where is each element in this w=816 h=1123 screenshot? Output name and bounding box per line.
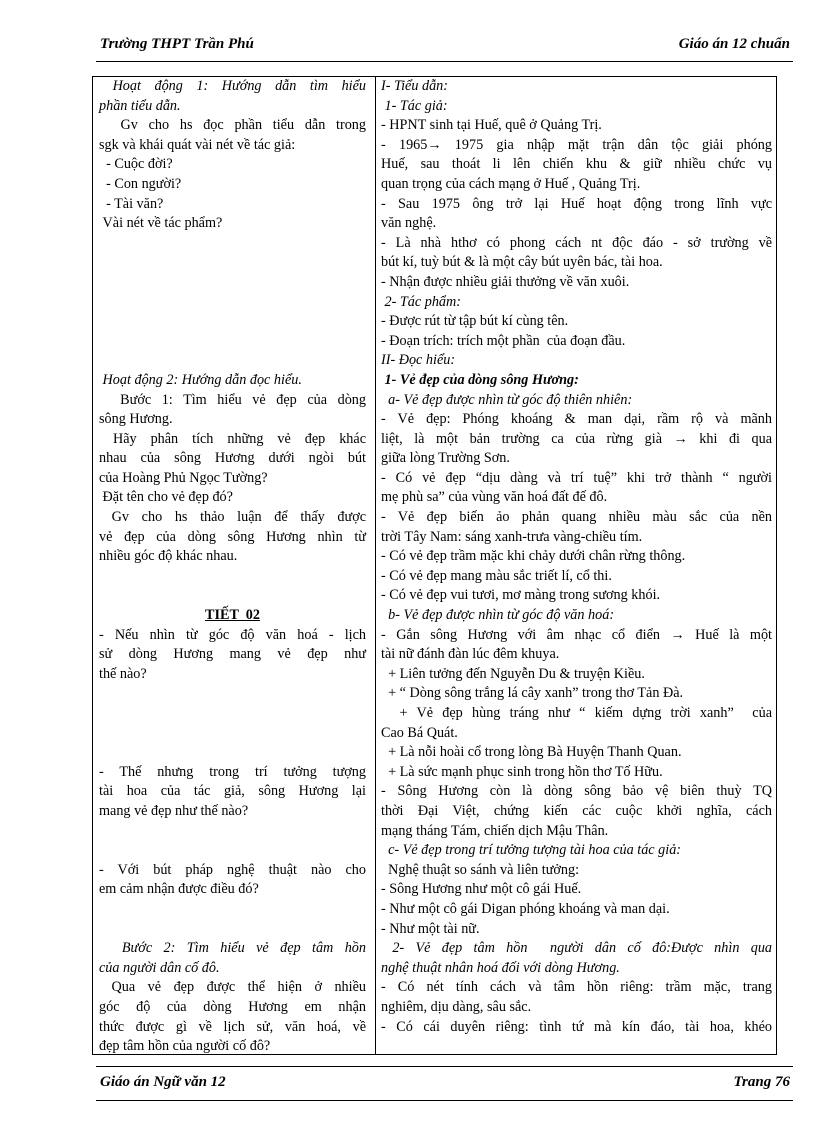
activity-line: [99, 273, 366, 293]
content-line: liệt, là một bản trường ca của rừng già → khi đi qua: [381, 430, 772, 447]
content-line: bút kí, tuỳ bút & là một cây bút uyên bác, tài hoa.: [381, 254, 663, 271]
content-line: - Có vẻ đẹp “dịu dàng và trí tuệ” khi trở thành “ người: [381, 469, 772, 486]
activity-line: [99, 293, 366, 313]
page-header: [100, 36, 790, 64]
activity-line: - Nếu nhìn từ góc độ văn hoá - lịch: [99, 626, 366, 643]
content-line: - Như một tài nữ.: [381, 920, 480, 937]
activity-line: [99, 704, 366, 724]
activity-line: tài hoa của tác giả, sông Hương lại: [99, 783, 366, 800]
content-line: - Sông Hương như một cô gái Huế.: [381, 881, 582, 898]
activity-line: [99, 567, 366, 587]
activity-line: Hãy phân tích những vẻ đẹp khác: [99, 430, 366, 447]
activity-line: [99, 351, 366, 371]
school-name: Trường THPT Trần Phú: [100, 36, 254, 52]
activity-line: Gv cho hs thảo luận để thấy được: [99, 509, 366, 526]
activity-line: nhau của sông Hương dưới ngòi bút: [99, 450, 366, 467]
activity-line: Hoạt động 1: Hướng dẫn tìm hiểu: [99, 78, 367, 94]
content-line: - Là nhà hthơ có phong cách nt độc đáo - sở trường về: [381, 234, 772, 251]
activity-line: của Hoàng Phủ Ngọc Tường?: [99, 469, 268, 486]
content-line: - HPNT sinh tại Huế, quê ở Quảng Trị.: [381, 117, 602, 134]
activity-line: [99, 253, 366, 273]
activity-line: phần tiểu dẫn.: [99, 97, 181, 114]
activity-line: thức được gì về lịch sử, văn hoá, về: [99, 1018, 366, 1035]
content-line: giữa lòng Trường Sơn.: [381, 450, 510, 467]
activity-line: Bước 2: Tìm hiểu vẻ đẹp tâm hồn: [99, 940, 366, 957]
activity-line: vẻ đẹp của dòng sông Hương nhìn từ: [99, 528, 366, 545]
content-line: - Sau 1975 ông trở lại Huế hoạt động trong lĩnh vực: [381, 195, 772, 212]
content-line: Cao Bá Quát.: [381, 724, 458, 741]
activity-line: Gv cho hs đọc phần tiểu dẫn trong: [99, 117, 366, 134]
content-line: - Đoạn trích: trích một phần của đoạn đầu.: [381, 332, 626, 349]
content-line: - Gắn sông Hương với âm nhạc cổ điển → Huế là một: [381, 626, 772, 643]
content-line: - Nhận được nhiều giải thưởng về văn xuôi.: [381, 273, 630, 290]
footer-rule: [96, 1066, 793, 1067]
document-title: Giáo án 12 chuẩn: [678, 36, 790, 52]
activity-line: thế nào?: [99, 665, 147, 682]
activity-line: [99, 822, 366, 842]
activity-line: [99, 684, 366, 704]
content-line: - Vẻ đẹp: Phóng khoáng & man dại, rầm rộ và mãnh: [381, 411, 772, 428]
content-line: b- Vẻ đẹp được nhìn từ góc độ văn hoá:: [381, 607, 615, 624]
content-line: thời Đại Việt, chứng kiến các cuộc khởi nghĩa, cách: [381, 802, 772, 819]
activity-line: [99, 841, 366, 861]
activity-line: - Thế nhưng trong trí tưởng tượng: [99, 763, 366, 780]
activity-line: - Cuộc đời?: [99, 156, 173, 173]
activity-line: [99, 900, 366, 920]
activity-line: mang vẻ đẹp như thế nào?: [99, 802, 249, 819]
content-line: + Liên tưởng đến Nguyễn Du & truyện Kiều.: [381, 665, 645, 682]
subject-name: Giáo án Ngữ văn 12: [100, 1074, 226, 1090]
activity-line: Hoạt động 2: Hướng dẫn đọc hiểu.: [99, 371, 302, 388]
activity-line: - Với bút pháp nghệ thuật nào cho: [99, 861, 366, 878]
content-line: + Vẻ đẹp hùng tráng như “ kiếm dựng trời xanh” của: [381, 705, 772, 721]
activity-line: góc độ của dòng Hương em nhận: [99, 998, 366, 1015]
content-line: - Có vẻ đẹp mang màu sắc triết lí, cổ thi.: [381, 567, 612, 584]
content-line: tài nữ đánh đàn lúc đêm khuya.: [381, 646, 560, 663]
content-line: - Được rút từ tập bút kí cùng tên.: [381, 313, 569, 330]
content-line: - Có cái duyên riêng: tình tứ mà kín đáo, tài hoa, khéo: [381, 1018, 772, 1035]
activity-line: - Tài văn?: [99, 195, 164, 212]
activity-line: [99, 724, 366, 744]
activity-line: [99, 586, 366, 606]
content-line: - Có nét tính cách và tâm hồn riêng: trầm mặc, trang: [381, 979, 772, 996]
activity-line: [99, 312, 366, 332]
activity-line: nhiều góc độ khác nhau.: [99, 548, 238, 565]
activity-line: [99, 234, 366, 254]
activity-line: - Con người?: [99, 175, 182, 192]
content-line: - Vẻ đẹp biến ảo phản quang nhiều màu sắc của nền: [381, 509, 772, 526]
content-line: quan trọng của cách mạng ở Huế , Quảng Trị.: [381, 175, 641, 192]
activity-line: Bước 1: Tìm hiểu vẻ đẹp của dòng: [99, 391, 366, 408]
activity-line: đẹp tâm hồn của người cố đô?: [99, 1038, 271, 1055]
activity-line: [99, 332, 366, 352]
content-line: a- Vẻ đẹp được nhìn từ góc độ thiên nhiên:: [381, 391, 633, 408]
activity-line: Qua vẻ đẹp được thể hiện ở nhiều: [99, 979, 366, 996]
content-line: - Như một cô gái Digan phóng khoáng và man dại.: [381, 900, 670, 917]
page-footer: [100, 1074, 790, 1098]
content-line: - 1965→ 1975 gia nhập mặt trận dân tộc giải phóng: [381, 136, 772, 153]
content-line: 1- Tác giả:: [381, 97, 448, 114]
content-line: văn nghệ.: [381, 215, 437, 232]
lesson-content-column: [377, 77, 777, 1037]
content-line: 2- Vẻ đẹp tâm hồn người dân cố đô:Được nhìn qua: [381, 940, 773, 957]
content-line: + “ Dòng sông trắng lá cây xanh” trong thơ Tản Đà.: [381, 685, 684, 702]
content-line: Huế, sau thoát li lên chiến khu & giữ nhiều chức vụ: [381, 156, 772, 173]
content-line: mẹ phù sa” của vùng văn hoá đất đế đô.: [381, 489, 608, 506]
teacher-activity-column: [93, 77, 376, 1057]
content-line: nghệ thuật nhân hoá đối với dòng Hương.: [381, 959, 620, 976]
content-line: - Có vẻ đẹp trầm mặc khi chảy dưới chân rừng thông.: [381, 548, 686, 565]
footer-bottom-rule: [96, 1100, 793, 1101]
content-line: Nghệ thuật so sánh và liên tưởng:: [381, 861, 580, 878]
content-line: c- Vẻ đẹp trong trí tưởng tượng tài hoa của tác giả:: [381, 842, 682, 859]
activity-line: sông Hương.: [99, 411, 173, 428]
activity-line: [99, 920, 366, 940]
content-line: 2- Tác phẩm:: [381, 293, 461, 310]
content-line: + Là nỗi hoài cổ trong lòng Bà Huyện Thanh Quan.: [381, 744, 682, 761]
page-number: Trang 76: [733, 1074, 790, 1090]
activity-line: của người dân cố đô.: [99, 959, 220, 976]
activity-line: TIẾT 02: [205, 607, 260, 624]
activity-line: em cảm nhận được điều đó?: [99, 881, 259, 898]
content-line: trời Tây Nam: sáng xanh-trưa vàng-chiều tím.: [381, 528, 643, 545]
activity-line: Đặt tên cho vẻ đẹp đó?: [99, 489, 233, 506]
content-line: mạng tháng Tám, chiến dịch Mậu Thân.: [381, 822, 609, 839]
content-line: I- Tiểu dẫn:: [381, 78, 448, 94]
content-line: - Sông Hương còn là dòng sông bảo vệ biên thuỳ TQ: [381, 783, 772, 800]
lesson-table: [92, 76, 777, 1055]
header-rule: [96, 61, 793, 62]
content-line: nghiêm, dịu dàng, sâu sắc.: [381, 998, 532, 1015]
content-line: + Là sức mạnh phục sinh trong hồn thơ Tố Hữu.: [381, 763, 663, 780]
content-line: - Có vẻ đẹp vui tươi, mơ màng trong sương khói.: [381, 587, 661, 604]
content-line: II- Đọc hiểu:: [381, 352, 456, 369]
activity-line: sử dòng Hương mang vẻ đẹp như: [99, 646, 366, 663]
activity-line: Vài nét về tác phẩm?: [99, 215, 223, 232]
content-line: 1- Vẻ đẹp của dòng sông Hương:: [381, 371, 579, 388]
activity-line: sgk và khái quát vài nét về tác giả:: [99, 136, 296, 153]
activity-line: [99, 743, 366, 763]
